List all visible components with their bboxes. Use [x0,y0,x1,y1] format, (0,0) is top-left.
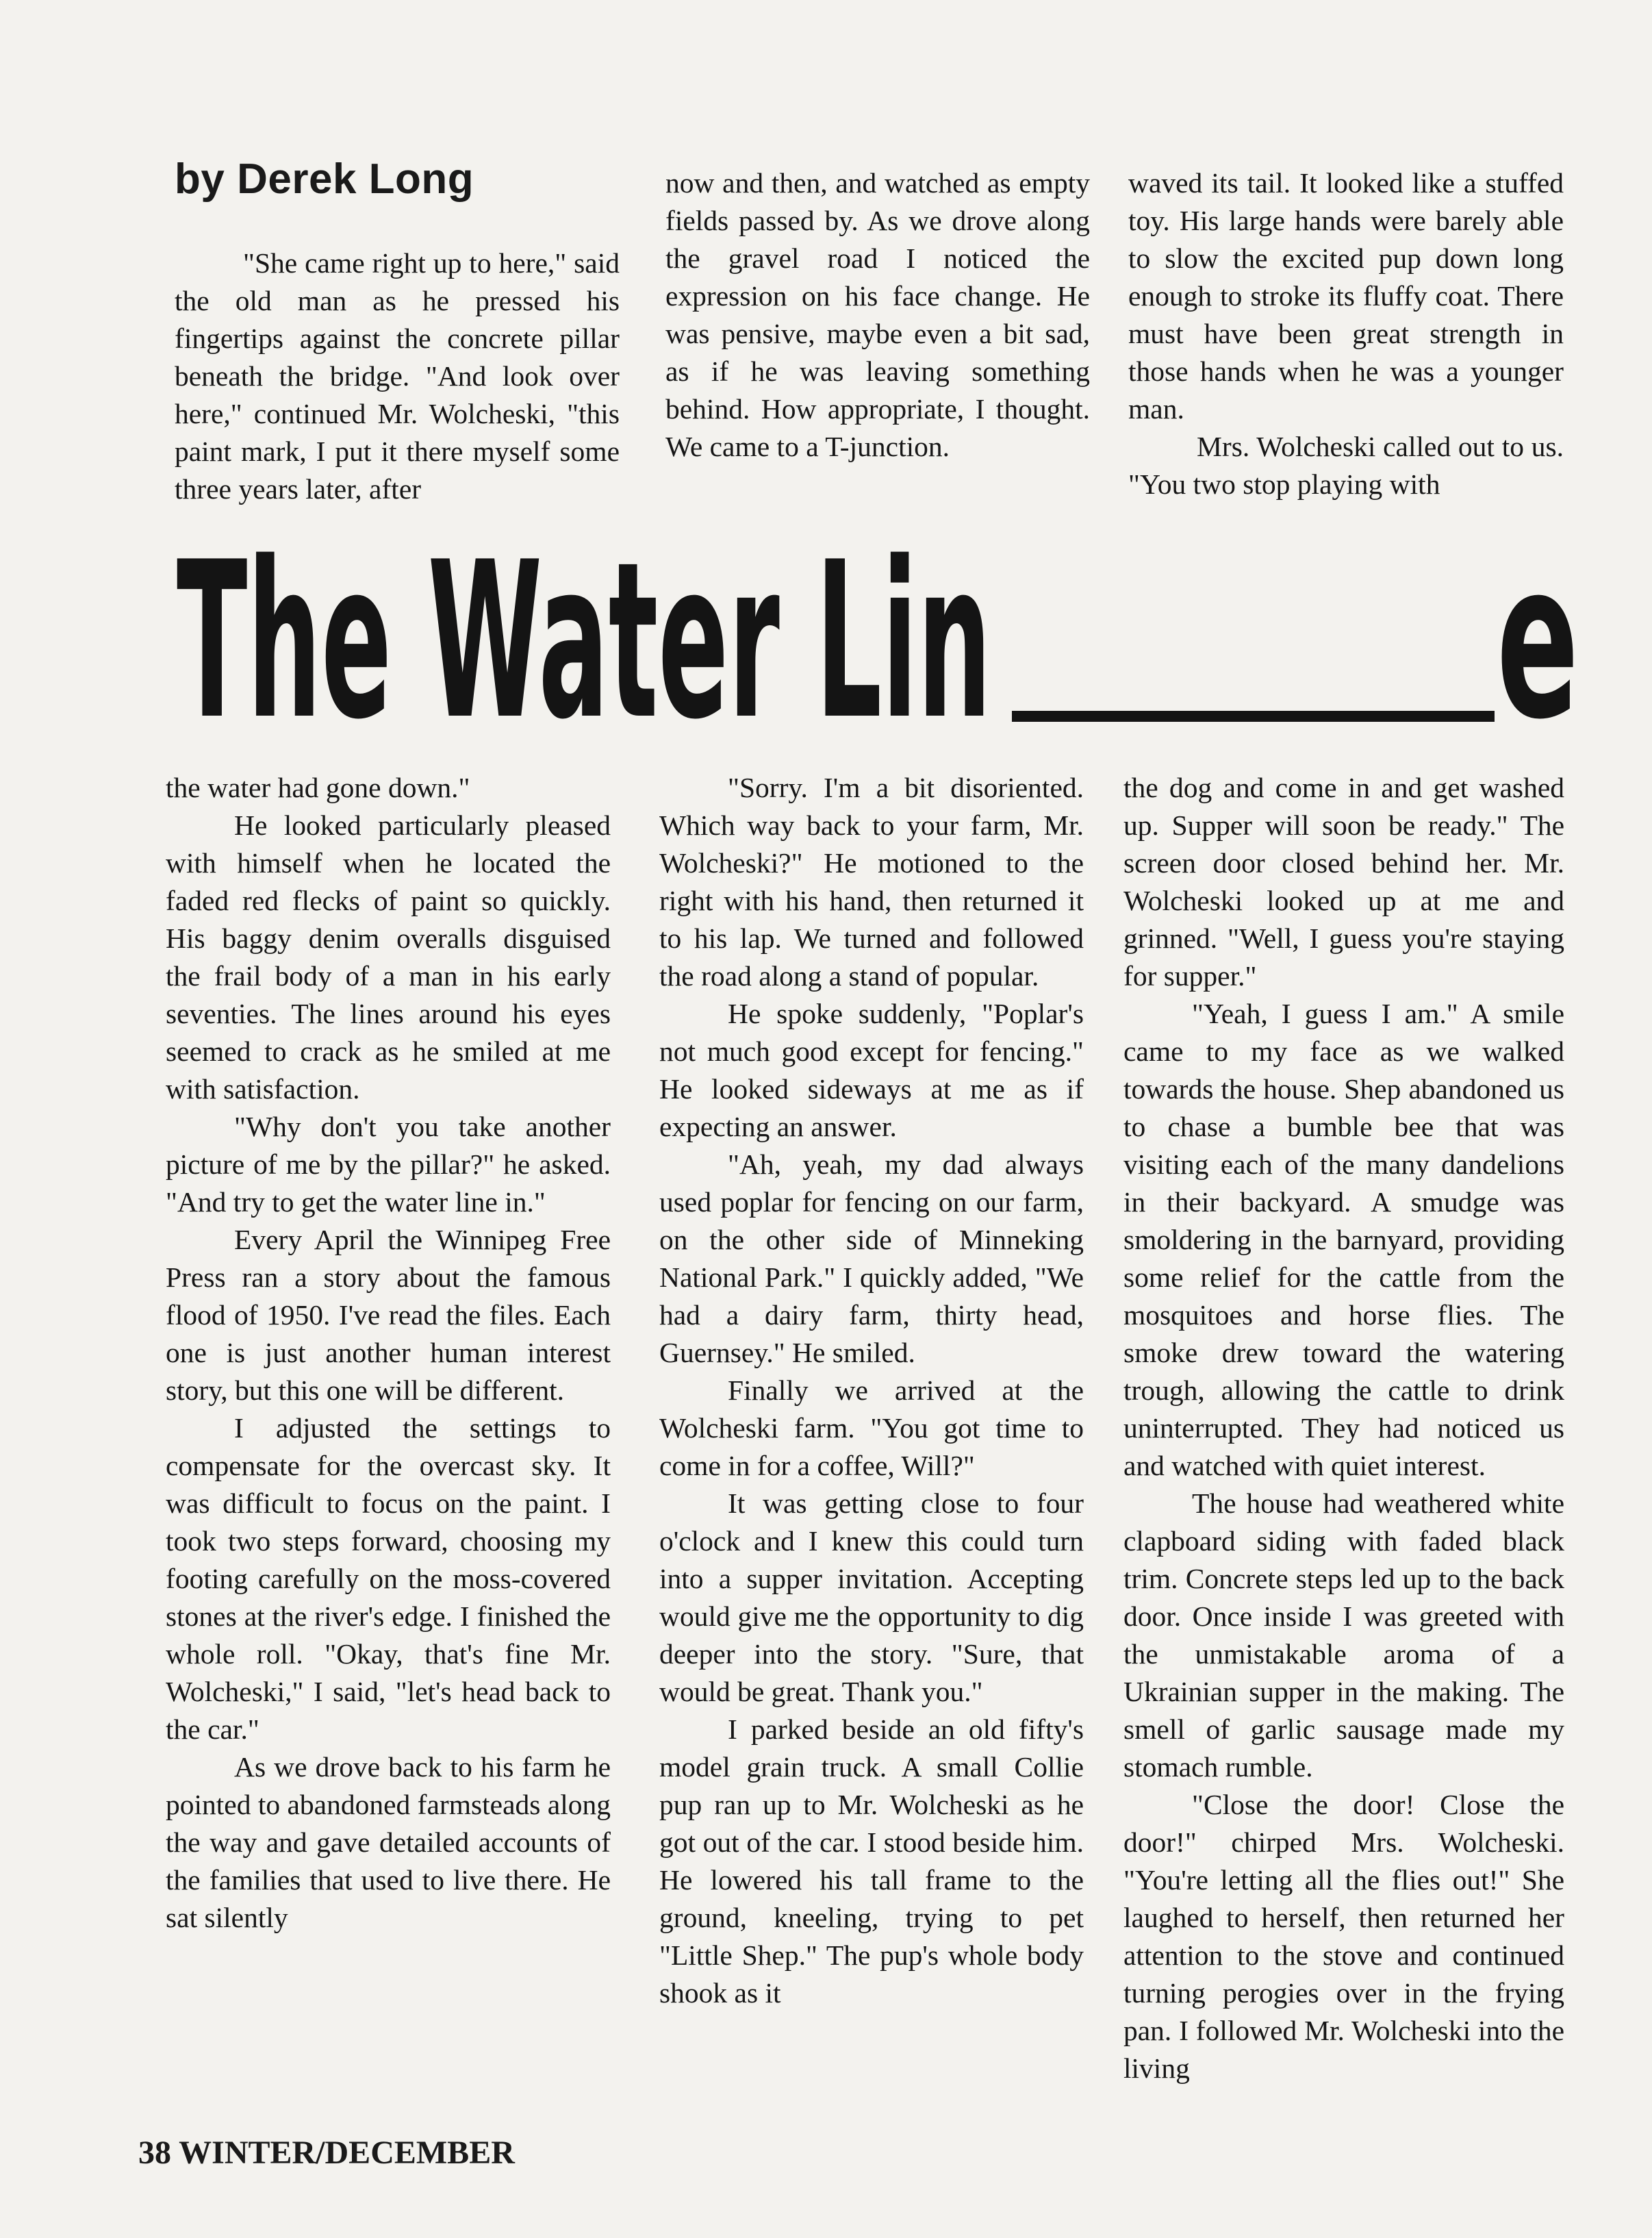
paragraph: I parked beside an old fifty's model grain truck. A small Collie pup ran up to Mr. Wolcheski as he got out of the car. I stood beside him. He lowered his tall frame to the ground, kneeling, trying to pet "Little Shep." The pup's whole body shook as it [659,1713,1084,2009]
column-3-bottom [1123,769,1564,2087]
paragraph: now and then, and watched as empty fields passed by. As we drove along the gravel road I noticed the expression on his face change. He was pensive, maybe even a bit sad, as if he was leaving something behind. How appropriate, I thought. We came to a T-junction. [665,167,1090,462]
column-1-top [175,244,620,508]
paragraph: the water had gone down." [166,772,470,803]
article-title [177,479,1587,767]
paragraph: Finally we arrived at the Wolcheski farm. "You got time to come in for a coffee, Will?" [659,1374,1084,1481]
paragraph: He looked particularly pleased with himself when he located the faded red flecks of paint so quickly. His baggy denim overalls disguised the frail body of a man in his early seventies. The lines around his eyes seemed to crack as he smiled at me with satisfaction. [166,809,611,1105]
title-text-main: The Water Lin [177,516,991,767]
paragraph: waved its tail. It looked like a stuffed toy. His large hands were barely able to slow the excited pup down long enough to stroke its fluffy coat. There must have been great strength in those hands when he was a younger man. [1128,167,1564,425]
paragraph: It was getting close to four o'clock and I knew this could turn into a supper invitation. Accepting would give me the opportunity to dig deeper into the story. "Sure, that would be great. Thank you." [659,1487,1084,1707]
column-2-bottom [659,769,1084,2012]
title-text-end: e [1497,516,1579,767]
column-1-bottom [166,769,611,1937]
paragraph: "Why don't you take another picture of me by the pillar?" he asked. "And try to get the water line in." [166,1111,611,1218]
page-footer: 38 WINTER/DECEMBER [138,2135,515,2171]
paragraph: "She came right up to here," said the old man as he pressed his fingertips against the concrete pillar beneath the bridge. "And look over here," continued Mr. Wolcheski, "this paint mark, I put it there myself some three years later, after [175,247,620,505]
paragraph: the dog and come in and get washed up. Supper will soon be ready." The screen door closed behind her. Mr. Wolcheski looked up at me and grinned. "Well, I guess you're staying for supper." [1123,772,1564,992]
byline: by Derek Long [175,155,474,203]
paragraph: He spoke suddenly, "Poplar's not much good except for fencing." He looked sideways at me as if expecting an answer. [659,998,1084,1142]
paragraph: I adjusted the settings to compensate for the overcast sky. It was difficult to focus on the paint. I took two steps forward, choosing my footing carefully on the moss-covered stones at the river's edge. I finished the whole roll. "Okay, that's fine Mr. Wolcheski," I said, "let's head back to the car." [166,1412,611,1745]
paragraph: Every April the Winnipeg Free Press ran a story about the famous flood of 1950. I've read the files. Each one is just another human interest story, but this one will be different. [166,1224,611,1406]
paragraph: As we drove back to his farm he pointed to abandoned farmsteads along the way and gave detailed accounts of the families that used to live there. He sat silently [166,1751,611,1933]
paragraph: Mrs. Wolcheski called out to us. "You two stop playing with [1128,431,1564,500]
column-2-top [665,164,1090,466]
title-water-line [1012,711,1495,722]
paragraph: "Yeah, I guess I am." A smile came to my face as we walked towards the house. Shep abandoned us to chase a bumble bee that was visiting each of the many dandelions in their backyard. A smudge was smoldering in the barnyard, providing some relief for the cattle from the mosquitoes and horse flies. The smoke drew toward the watering trough, allowing the cattle to drink uninterrupted. They had noticed us and watched with quiet interest. [1123,998,1564,1481]
paragraph: The house had weathered white clapboard siding with faded black trim. Concrete steps led up to the back door. Once inside I was greeted with the unmistakable aroma of a Ukrainian supper in the making. The smell of garlic sausage made my stomach rumble. [1123,1487,1564,1783]
paragraph: "Close the door! Close the door!" chirped Mrs. Wolcheski. "You're letting all the flies out!" She laughed to herself, then returned her attention to the stove and continued turning perogies over in the frying pan. I followed Mr. Wolcheski into the living [1123,1789,1564,2084]
paragraph: "Sorry. I'm a bit disoriented. Which way back to your farm, Mr. Wolcheski?" He motioned to the right with his hand, then returned it to his lap. We turned and followed the road along a stand of popular. [659,772,1084,992]
column-3-top [1128,164,1564,503]
paragraph: "Ah, yeah, my dad always used poplar for fencing on our farm, on the other side of Minneking National Park." I quickly added, "We had a dairy farm, thirty head, Guernsey." He smiled. [659,1148,1084,1368]
